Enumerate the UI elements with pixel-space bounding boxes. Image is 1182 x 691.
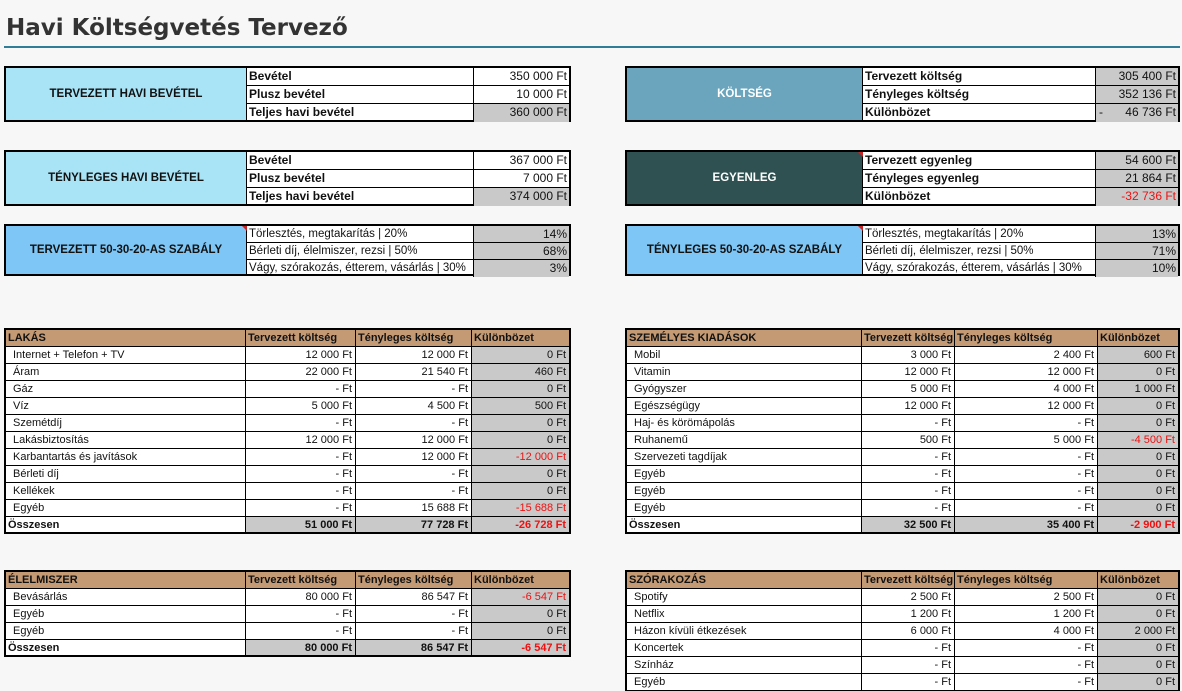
entertainment-cell-difference[interactable]: 0 Ft: [1097, 606, 1180, 622]
personal-cell-difference: Különbözet: [1097, 330, 1180, 346]
food-cell-planned: Tervezett költség: [245, 572, 355, 588]
housing-cell-difference[interactable]: -12 000 Ft: [471, 449, 571, 465]
food-cell-difference: Különbözet: [471, 572, 571, 588]
personal-cell-actual[interactable]: 4 000 Ft: [954, 381, 1097, 397]
food-cell-difference[interactable]: 0 Ft: [471, 606, 571, 622]
food-cell-label: Összesen: [4, 640, 245, 655]
housing-cell-label: Bérleti díj: [4, 466, 245, 482]
table-row: [4, 466, 571, 483]
personal-cell-actual[interactable]: 12 000 Ft: [954, 398, 1097, 414]
housing-cell-difference: Különbözet: [471, 330, 571, 346]
actual-balance-label: Tényleges egyenleg: [865, 171, 980, 185]
rule-planned-needs-label: Bérleti díj, élelmiszer, rezsi | 50%: [249, 245, 418, 257]
entertainment-cell-difference: Különbözet: [1097, 572, 1180, 588]
housing-cell-planned[interactable]: - Ft: [245, 483, 355, 499]
food-cell-label: ÉLELMISZER: [4, 572, 245, 588]
planned-total-label: Teljes havi bevétel: [249, 105, 355, 119]
actual-extra-value[interactable]: 7 000 Ft: [473, 170, 569, 187]
entertainment-cell-label: Spotify: [625, 589, 861, 605]
housing-cell-difference[interactable]: 0 Ft: [471, 347, 571, 363]
personal-cell-label: Egyéb: [625, 483, 861, 499]
housing-cell-planned[interactable]: - Ft: [245, 466, 355, 482]
personal-cell-difference[interactable]: 600 Ft: [1097, 347, 1180, 363]
rule-actual-needs-label: Bérleti díj, élelmiszer, rezsi | 50%: [865, 245, 1034, 257]
rule-actual-wants-label: Vágy, szórakozás, étterem, vásárlás | 30%: [865, 262, 1082, 274]
personal-cell-actual: Tényleges költség: [954, 330, 1097, 346]
food-cell-label: Egyéb: [4, 606, 245, 622]
housing-cell-planned[interactable]: - Ft: [245, 381, 355, 397]
balance-difference-value[interactable]: -32 736 Ft: [1095, 188, 1178, 206]
personal-cell-actual[interactable]: 5 000 Ft: [954, 432, 1097, 448]
table-row: [4, 606, 571, 623]
table-row: [4, 347, 571, 364]
housing-cell-label: Víz: [4, 398, 245, 414]
personal-cell-actual[interactable]: 2 400 Ft: [954, 347, 1097, 363]
food-cell-label: Egyéb: [4, 623, 245, 639]
housing-header-row: [4, 328, 571, 347]
personal-cell-planned: 32 500 Ft: [861, 517, 954, 532]
housing-cell-difference[interactable]: -15 688 Ft: [471, 500, 571, 516]
personal-cell-difference[interactable]: 0 Ft: [1097, 500, 1180, 516]
personal-cell-label: Vitamin: [625, 364, 861, 380]
housing-cell-actual[interactable]: 21 540 Ft: [355, 364, 471, 380]
table-row: [625, 347, 1180, 364]
housing-cell-actual[interactable]: 12 000 Ft: [355, 449, 471, 465]
entertainment-cell-label: Netflix: [625, 606, 861, 622]
housing-total-row: [4, 517, 571, 534]
personal-cell-planned[interactable]: 3 000 Ft: [861, 347, 954, 363]
table-row: [625, 398, 1180, 415]
table-row: [4, 500, 571, 517]
balance-header: EGYENLEG: [627, 152, 863, 204]
table-row: [625, 623, 1180, 640]
personal-cell-difference[interactable]: 0 Ft: [1097, 483, 1180, 499]
housing-cell-difference[interactable]: 460 Ft: [471, 364, 571, 380]
housing-cell-planned[interactable]: - Ft: [245, 500, 355, 516]
housing-cell-label: Áram: [4, 364, 245, 380]
rule-planned-needs-value[interactable]: 68%: [473, 243, 569, 259]
cost-box: [625, 66, 1180, 122]
personal-cell-label: Egészségügy: [625, 398, 861, 414]
housing-cell-actual[interactable]: 15 688 Ft: [355, 500, 471, 516]
table-row: [625, 606, 1180, 623]
food-cell-planned[interactable]: - Ft: [245, 623, 355, 639]
planned-extra-label: Plusz bevétel: [249, 87, 326, 101]
entertainment-cell-difference[interactable]: 0 Ft: [1097, 674, 1180, 690]
balance-box: [625, 150, 1180, 206]
food-cell-actual: Tényleges költség: [355, 572, 471, 588]
housing-cell-label: Gáz: [4, 381, 245, 397]
housing-cell-label: Kellékek: [4, 483, 245, 499]
personal-cell-difference[interactable]: 0 Ft: [1097, 364, 1180, 380]
housing-table: [4, 328, 571, 534]
housing-cell-label: Összesen: [4, 517, 245, 532]
table-row: [625, 449, 1180, 466]
table-row: [625, 432, 1180, 449]
cost-header: KÖLTSÉG: [627, 68, 863, 120]
cost-difference-label: Különbözet: [865, 105, 931, 119]
table-row: [4, 623, 571, 640]
entertainment-cell-difference[interactable]: 0 Ft: [1097, 657, 1180, 673]
housing-cell-actual[interactable]: 12 000 Ft: [355, 432, 471, 448]
housing-cell-planned[interactable]: 5 000 Ft: [245, 398, 355, 414]
table-row: [625, 381, 1180, 398]
planned-income-label: Bevétel: [249, 69, 292, 83]
personal-expenses-table: [625, 328, 1180, 534]
planned-income-box: [4, 66, 571, 122]
entertainment-cell-actual: Tényleges költség: [954, 572, 1097, 588]
food-table: [4, 570, 571, 657]
personal-cell-label: Mobil: [625, 347, 861, 363]
personal-cell-planned[interactable]: - Ft: [861, 500, 954, 516]
housing-cell-difference[interactable]: 500 Ft: [471, 398, 571, 414]
personal-cell-planned[interactable]: - Ft: [861, 483, 954, 499]
personal-cell-actual[interactable]: - Ft: [954, 466, 1097, 482]
housing-cell-actual[interactable]: - Ft: [355, 381, 471, 397]
table-row: [4, 415, 571, 432]
housing-cell-difference[interactable]: 0 Ft: [471, 432, 571, 448]
housing-cell-planned[interactable]: 12 000 Ft: [245, 347, 355, 363]
housing-cell-planned[interactable]: 22 000 Ft: [245, 364, 355, 380]
rule-actual-savings-label: Törlesztés, megtakarítás | 20%: [865, 228, 1024, 240]
entertainment-cell-planned[interactable]: 2 500 Ft: [861, 589, 954, 605]
housing-cell-planned[interactable]: - Ft: [245, 415, 355, 431]
cost-difference-prefix: -: [1099, 105, 1103, 119]
title-divider: [4, 46, 1180, 48]
entertainment-cell-actual[interactable]: - Ft: [954, 674, 1097, 690]
housing-cell-actual[interactable]: - Ft: [355, 483, 471, 499]
housing-cell-difference[interactable]: 0 Ft: [471, 381, 571, 397]
actual-income-box: [4, 150, 571, 206]
entertainment-table: [625, 570, 1180, 691]
table-row: [4, 432, 571, 449]
rule-planned-wants-label: Vágy, szórakozás, étterem, vásárlás | 30%: [249, 262, 466, 274]
personal-cell-planned[interactable]: 500 Ft: [861, 432, 954, 448]
table-row: [625, 466, 1180, 483]
table-row: [625, 640, 1180, 657]
personal-cell-planned[interactable]: 12 000 Ft: [861, 398, 954, 414]
table-row: [4, 483, 571, 500]
entertainment-cell-planned[interactable]: 1 200 Ft: [861, 606, 954, 622]
planned-extra-value[interactable]: 10 000 Ft: [473, 86, 569, 103]
personal-cell-label: Egyéb: [625, 466, 861, 482]
actual-income-label: Bevétel: [249, 153, 292, 167]
food-cell-label: Bevásárlás: [4, 589, 245, 605]
rule-planned-header: TERVEZETT 50-30-20-AS SZABÁLY: [6, 226, 247, 274]
personal-cell-actual[interactable]: - Ft: [954, 500, 1097, 516]
planned-income-header: TERVEZETT HAVI BEVÉTEL: [6, 68, 247, 120]
planned-cost-label: Tervezett költség: [865, 69, 963, 83]
personal-cell-label: Szervezeti tagdíjak: [625, 449, 861, 465]
personal-cell-actual[interactable]: - Ft: [954, 415, 1097, 431]
entertainment-cell-actual[interactable]: 4 000 Ft: [954, 623, 1097, 639]
entertainment-cell-planned: Tervezett költség: [861, 572, 954, 588]
personal-cell-difference[interactable]: 0 Ft: [1097, 398, 1180, 414]
table-row: [4, 364, 571, 381]
entertainment-cell-difference[interactable]: 2 000 Ft: [1097, 623, 1180, 639]
entertainment-cell-actual[interactable]: 2 500 Ft: [954, 589, 1097, 605]
actual-cost-value[interactable]: 352 136 Ft: [1095, 86, 1178, 103]
table-row: [625, 364, 1180, 381]
table-row: [625, 415, 1180, 432]
entertainment-cell-label: Koncertek: [625, 640, 861, 656]
personal-cell-planned[interactable]: 5 000 Ft: [861, 381, 954, 397]
personal-cell-label: Haj- és körömápolás: [625, 415, 861, 431]
personal-cell-difference[interactable]: -4 500 Ft: [1097, 432, 1180, 448]
entertainment-header-row: [625, 570, 1180, 589]
personal-cell-planned[interactable]: - Ft: [861, 466, 954, 482]
table-row: [625, 500, 1180, 517]
actual-total-value[interactable]: 374 000 Ft: [473, 188, 569, 206]
cost-difference-value[interactable]: [1095, 104, 1178, 122]
housing-cell-actual[interactable]: - Ft: [355, 466, 471, 482]
personal-cell-actual[interactable]: 12 000 Ft: [954, 364, 1097, 380]
entertainment-cell-label: Egyéb: [625, 674, 861, 690]
food-cell-planned[interactable]: - Ft: [245, 606, 355, 622]
housing-cell-planned: 51 000 Ft: [245, 517, 355, 532]
food-cell-actual[interactable]: - Ft: [355, 623, 471, 639]
table-row: [625, 483, 1180, 500]
food-total-row: [4, 640, 571, 657]
entertainment-cell-planned[interactable]: - Ft: [861, 674, 954, 690]
housing-cell-difference[interactable]: 0 Ft: [471, 415, 571, 431]
housing-cell-actual[interactable]: - Ft: [355, 415, 471, 431]
rule-actual-box: [625, 224, 1180, 276]
table-row: [4, 449, 571, 466]
housing-cell-difference[interactable]: 0 Ft: [471, 483, 571, 499]
rule-actual-needs-value[interactable]: 71%: [1095, 243, 1178, 259]
personal-cell-difference[interactable]: 0 Ft: [1097, 466, 1180, 482]
rule-planned-box: [4, 224, 571, 276]
housing-cell-actual: Tényleges költség: [355, 330, 471, 346]
personal-cell-actual[interactable]: - Ft: [954, 449, 1097, 465]
housing-cell-label: Internet + Telefon + TV: [4, 347, 245, 363]
personal-header-row: [625, 328, 1180, 347]
personal-cell-actual: 35 400 Ft: [954, 517, 1097, 532]
planned-balance-label: Tervezett egyenleg: [865, 153, 973, 167]
food-cell-actual: 86 547 Ft: [355, 640, 471, 655]
housing-cell-actual[interactable]: 4 500 Ft: [355, 398, 471, 414]
actual-income-value[interactable]: 367 000 Ft: [473, 152, 569, 169]
entertainment-cell-actual[interactable]: 1 200 Ft: [954, 606, 1097, 622]
planned-total-value[interactable]: 360 000 Ft: [473, 104, 569, 122]
food-cell-planned: 80 000 Ft: [245, 640, 355, 655]
housing-cell-planned[interactable]: - Ft: [245, 449, 355, 465]
personal-cell-difference[interactable]: 1 000 Ft: [1097, 381, 1180, 397]
personal-cell-planned[interactable]: 12 000 Ft: [861, 364, 954, 380]
balance-difference-label: Különbözet: [865, 189, 931, 203]
planned-balance-value[interactable]: 54 600 Ft: [1095, 152, 1178, 169]
entertainment-cell-planned[interactable]: 6 000 Ft: [861, 623, 954, 639]
rule-planned-wants-value[interactable]: 3%: [473, 260, 569, 277]
table-row: [4, 589, 571, 606]
personal-cell-label: SZEMÉLYES KIADÁSOK: [625, 330, 861, 346]
rule-planned-savings-value[interactable]: 14%: [473, 226, 569, 242]
food-cell-difference[interactable]: -6 547 Ft: [471, 589, 571, 605]
housing-cell-difference[interactable]: 0 Ft: [471, 466, 571, 482]
rule-actual-header: TÉNYLEGES 50-30-20-AS SZABÁLY: [627, 226, 863, 274]
table-row: [625, 657, 1180, 674]
food-cell-difference: -6 547 Ft: [471, 640, 571, 655]
personal-cell-label: Ruhanemű: [625, 432, 861, 448]
table-row: [4, 398, 571, 415]
housing-cell-difference: -26 728 Ft: [471, 517, 571, 532]
housing-cell-planned: Tervezett költség: [245, 330, 355, 346]
housing-cell-actual: 77 728 Ft: [355, 517, 471, 532]
food-cell-difference[interactable]: 0 Ft: [471, 623, 571, 639]
personal-cell-label: Egyéb: [625, 500, 861, 516]
personal-cell-label: Összesen: [625, 517, 861, 532]
food-cell-actual[interactable]: 86 547 Ft: [355, 589, 471, 605]
actual-income-header: TÉNYLEGES HAVI BEVÉTEL: [6, 152, 247, 204]
entertainment-cell-label: Házon kívüli étkezések: [625, 623, 861, 639]
entertainment-cell-label: SZÓRAKOZÁS: [625, 572, 861, 588]
housing-cell-label: LAKÁS: [4, 330, 245, 346]
actual-extra-label: Plusz bevétel: [249, 171, 326, 185]
planned-cost-value[interactable]: 305 400 Ft: [1095, 68, 1178, 85]
actual-total-label: Teljes havi bevétel: [249, 189, 355, 203]
entertainment-cell-difference[interactable]: 0 Ft: [1097, 589, 1180, 605]
entertainment-cell-planned[interactable]: - Ft: [861, 657, 954, 673]
housing-cell-label: Szemétdíj: [4, 415, 245, 431]
food-header-row: [4, 570, 571, 589]
rule-planned-savings-label: Törlesztés, megtakarítás | 20%: [249, 228, 408, 240]
personal-cell-difference[interactable]: 0 Ft: [1097, 449, 1180, 465]
entertainment-cell-planned[interactable]: - Ft: [861, 640, 954, 656]
personal-total-row: [625, 517, 1180, 534]
personal-cell-planned[interactable]: - Ft: [861, 415, 954, 431]
cost-difference-amount: 46 736 Ft: [1125, 105, 1176, 119]
table-row: [625, 589, 1180, 606]
rule-actual-savings-value[interactable]: 13%: [1095, 226, 1178, 242]
entertainment-cell-difference[interactable]: 0 Ft: [1097, 640, 1180, 656]
personal-cell-difference: -2 900 Ft: [1097, 517, 1180, 532]
rule-actual-wants-value[interactable]: 10%: [1095, 260, 1178, 277]
personal-cell-planned: Tervezett költség: [861, 330, 954, 346]
entertainment-cell-actual[interactable]: - Ft: [954, 657, 1097, 673]
food-cell-actual[interactable]: - Ft: [355, 606, 471, 622]
housing-cell-label: Lakásbiztosítás: [4, 432, 245, 448]
housing-cell-label: Karbantartás és javítások: [4, 449, 245, 465]
personal-cell-actual[interactable]: - Ft: [954, 483, 1097, 499]
table-row: [4, 381, 571, 398]
entertainment-cell-actual[interactable]: - Ft: [954, 640, 1097, 656]
entertainment-cell-label: Színház: [625, 657, 861, 673]
housing-cell-actual[interactable]: 12 000 Ft: [355, 347, 471, 363]
personal-cell-difference[interactable]: 0 Ft: [1097, 415, 1180, 431]
table-row: [625, 674, 1180, 691]
food-cell-planned[interactable]: 80 000 Ft: [245, 589, 355, 605]
actual-cost-label: Tényleges költség: [865, 87, 970, 101]
actual-balance-value[interactable]: 21 864 Ft: [1095, 170, 1178, 187]
personal-cell-label: Gyógyszer: [625, 381, 861, 397]
housing-cell-label: Egyéb: [4, 500, 245, 516]
personal-cell-planned[interactable]: - Ft: [861, 449, 954, 465]
housing-cell-planned[interactable]: 12 000 Ft: [245, 432, 355, 448]
planned-income-value[interactable]: 350 000 Ft: [473, 68, 569, 85]
page-title: Havi Költségvetés Tervező: [6, 15, 348, 41]
